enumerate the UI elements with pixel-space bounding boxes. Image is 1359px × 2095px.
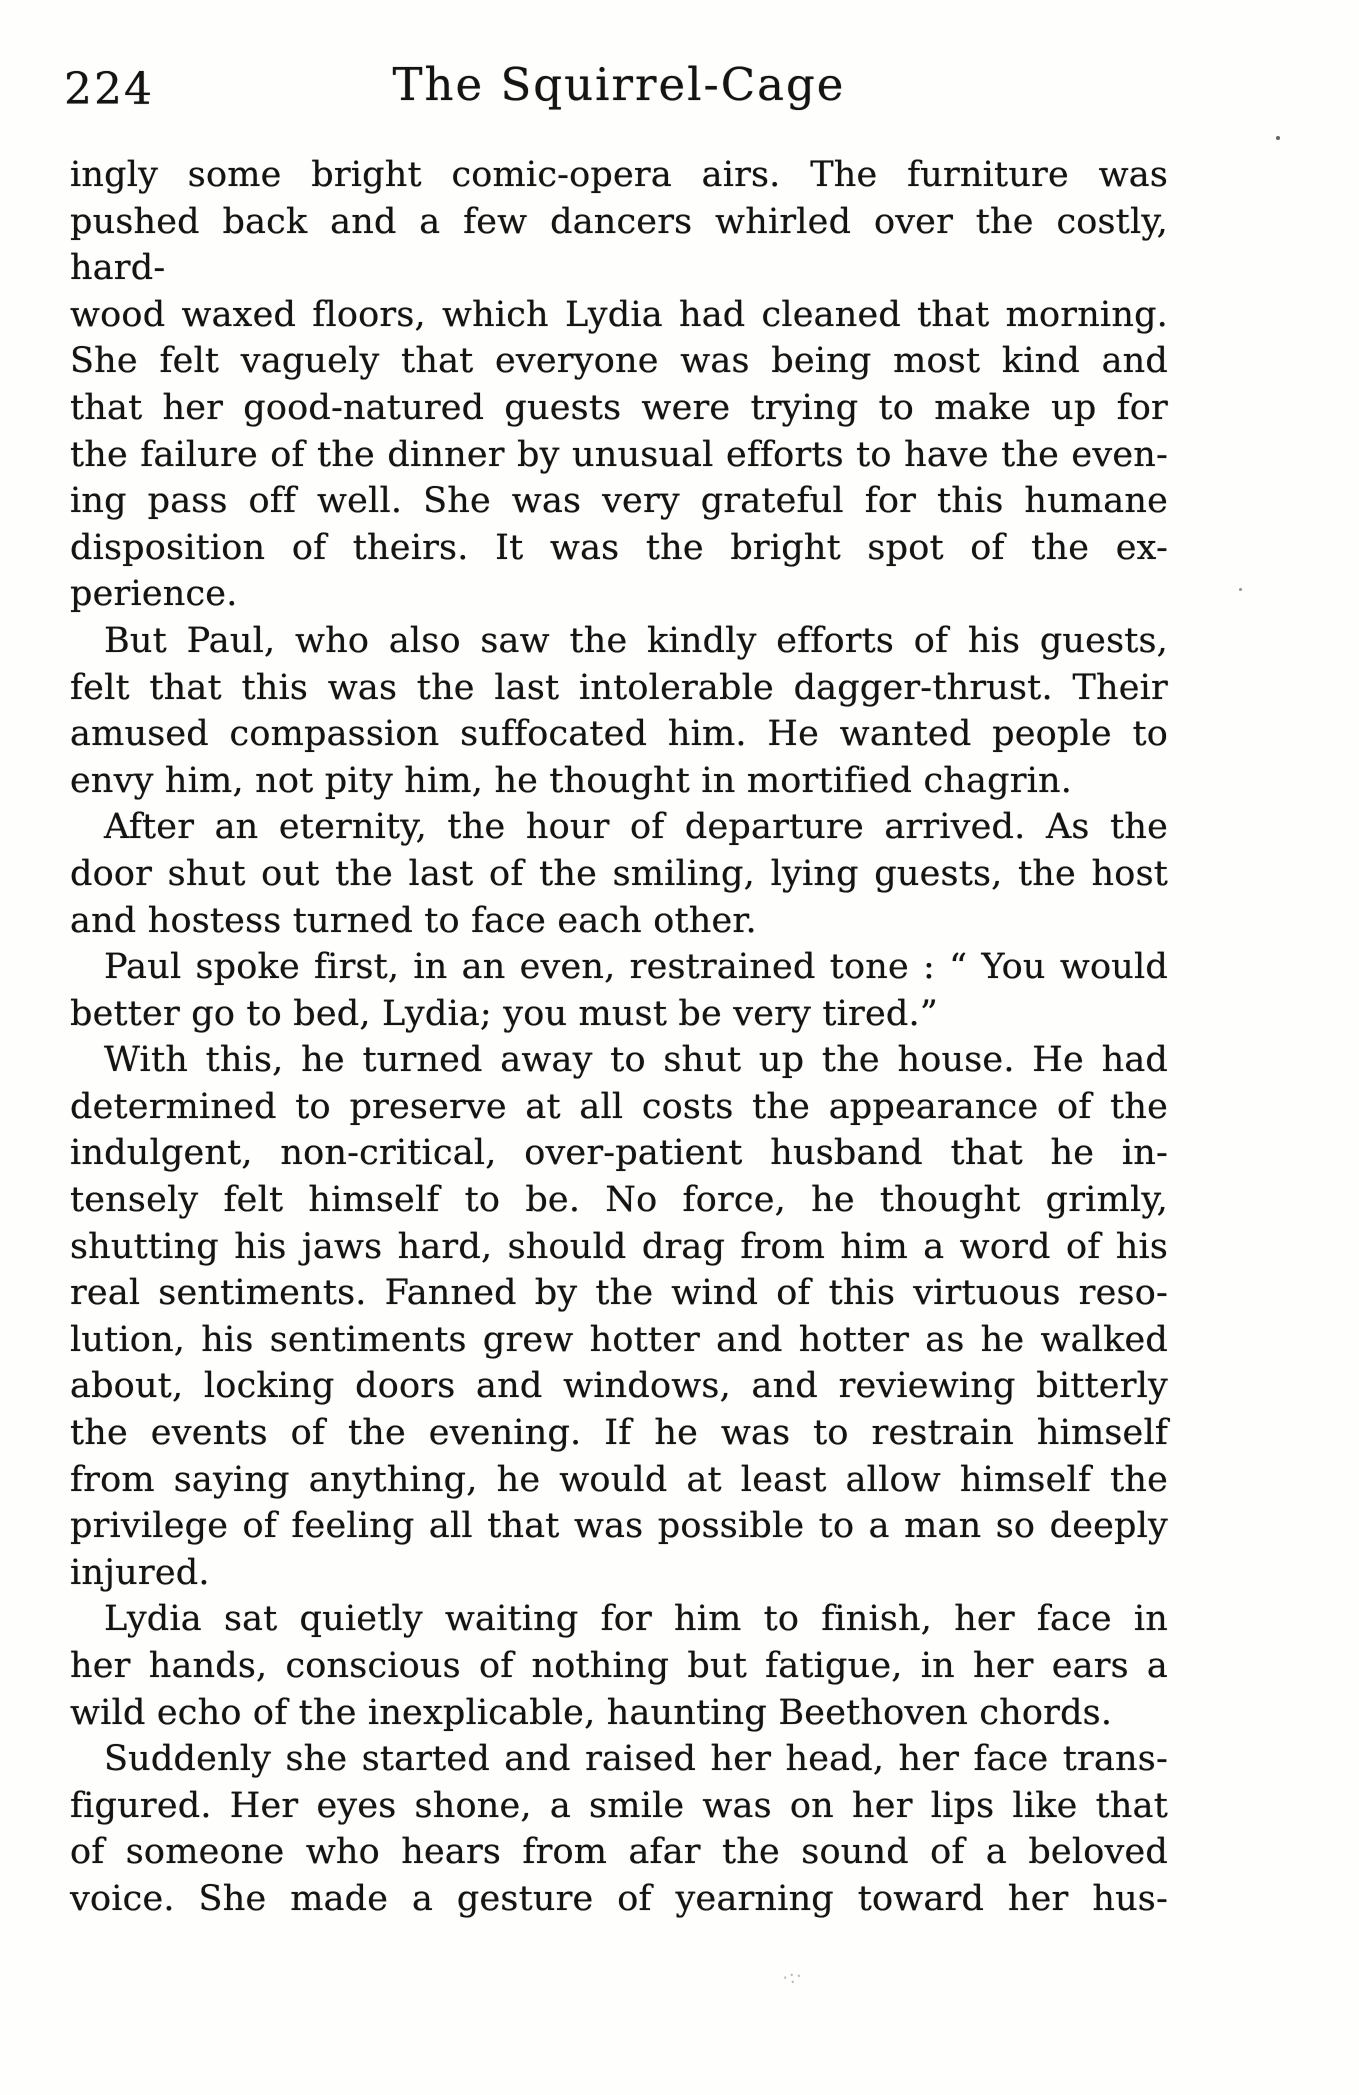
- text-line: disposition of theirs. It was the bright spot of the ex-: [70, 527, 1168, 568]
- text-line: ingly some bright comic-opera airs. The furniture was: [70, 155, 1168, 195]
- text-line: With this, he turned away to shut up the house. He had: [104, 1040, 1168, 1081]
- text-line: of someone who hears from afar the sound of a beloved: [70, 1832, 1168, 1873]
- scan-speck: [1239, 588, 1242, 591]
- page-header: [64, 56, 1168, 120]
- page-number: 224: [64, 64, 154, 115]
- text-line: privilege of feeling all that was possible to a man so deeply: [70, 1506, 1168, 1547]
- text-line: shutting his jaws hard, should drag from him a word of his: [70, 1226, 1168, 1267]
- page-text: [70, 152, 1168, 1923]
- running-title: The Squirrel-Cage: [392, 58, 846, 111]
- text-line: and hostess turned to face each other.: [70, 900, 757, 941]
- text-line: her hands, conscious of nothing but fatigue, in her ears a: [70, 1646, 1168, 1686]
- text-line: Lydia sat quietly waiting for him to finish, her face in: [104, 1599, 1168, 1640]
- scan-smudge: ·:·: [781, 1965, 805, 1990]
- text-line: wild echo of the inexplicable, haunting Beethoven chords.: [70, 1692, 1113, 1733]
- text-line: from saying anything, he would at least allow himself the: [70, 1459, 1168, 1500]
- text-line: indulgent, non-critical, over-patient husband that he in-: [70, 1133, 1168, 1174]
- text-line: voice. She made a gesture of yearning toward her hus-: [70, 1878, 1168, 1919]
- text-line: After an eternity, the hour of departure arrived. As the: [104, 807, 1168, 848]
- text-line: But Paul, who also saw the kindly efforts of his guests,: [104, 620, 1168, 661]
- text-line: the failure of the dinner by unusual efforts to have the even-: [70, 434, 1168, 475]
- text-line: Paul spoke first, in an even, restrained tone : “ You would: [104, 947, 1168, 988]
- text-line: the events of the evening. If he was to restrain himself: [70, 1413, 1168, 1454]
- text-line: She felt vaguely that everyone was being most kind and: [70, 341, 1168, 382]
- text-line: Suddenly she started and raised her head, her face trans-: [104, 1739, 1168, 1780]
- text-line: envy him, not pity him, he thought in mortified chagrin.: [70, 760, 1073, 801]
- text-line: injured.: [70, 1552, 210, 1593]
- text-line: wood waxed floors, which Lydia had cleaned that morning.: [70, 294, 1168, 335]
- text-line: felt that this was the last intolerable dagger-thrust. Their: [70, 667, 1168, 708]
- text-line: door shut out the last of the smiling, lying guests, the host: [70, 853, 1168, 894]
- text-line: better go to bed, Lydia; you must be very tired.”: [70, 993, 938, 1034]
- text-line: amused compassion suffocated him. He wanted people to: [70, 714, 1168, 755]
- text-line: about, locking doors and windows, and reviewing bitterly: [70, 1366, 1168, 1407]
- text-line: pushed back and a few dancers whirled over the costly, hard-: [70, 201, 1168, 289]
- text-line: lution, his sentiments grew hotter and hotter as he walked: [70, 1319, 1168, 1360]
- scan-speck: [1276, 136, 1280, 140]
- text-line: figured. Her eyes shone, a smile was on her lips like that: [70, 1785, 1168, 1826]
- text-line: determined to preserve at all costs the appearance of the: [70, 1086, 1168, 1127]
- text-line: tensely felt himself to be. No force, he thought grimly,: [70, 1180, 1168, 1221]
- text-line: real sentiments. Fanned by the wind of this virtuous reso-: [70, 1273, 1168, 1314]
- text-line: that her good-natured guests were trying to make up for: [70, 387, 1168, 428]
- text-line: perience.: [70, 574, 238, 615]
- text-line: ing pass off well. She was very grateful for this humane: [70, 481, 1168, 522]
